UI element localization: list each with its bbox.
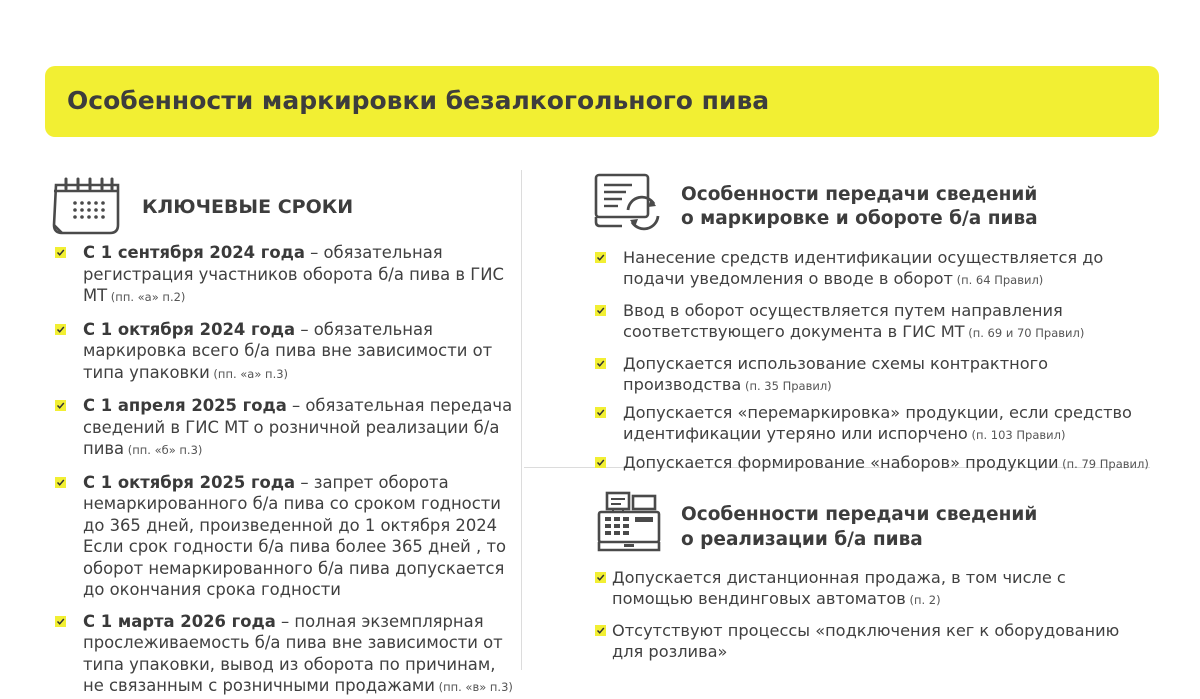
check-icon [55, 324, 66, 335]
list-item: Допускается дистанционная продажа, в том числе с помощью вендинговых автоматов (п. 2) [595, 567, 1150, 611]
right-top-title-line1: Особенности передачи сведений [681, 184, 1038, 205]
vertical-divider [521, 170, 522, 670]
right-bottom-title-line1: Особенности передачи сведений [681, 504, 1038, 525]
list-item: Ввод в оборот осуществляется путем направления соответствующего документа в ГИС МТ (п. 69 и 70 Правил) [595, 300, 1150, 344]
list-item: Отсутствуют процессы «подключения кег к оборудованию для розлива» [595, 620, 1150, 662]
list-item: Допускается формирование «наборов» продукции (п. 79 Правил) [595, 452, 1150, 475]
check-icon [595, 358, 606, 369]
transfer-features-list [595, 247, 1150, 475]
page-title: Особенности маркировки безалкогольного пива [67, 86, 770, 115]
check-icon [595, 457, 606, 468]
right-bottom-title-line2: о реализации б/а пива [681, 529, 923, 550]
check-icon [55, 247, 66, 258]
key-dates-list [55, 242, 515, 699]
list-item: Нанесение средств идентификации осуществляется до подачи уведомления о вводе в оборот (п. 64 Правил) [595, 247, 1150, 291]
calendar-icon [50, 175, 126, 241]
check-icon [55, 616, 66, 627]
list-item: С 1 октября 2024 года – обязательная маркировка всего б/а пива вне зависимости от типа упаковки (пп. «а» п.3) [55, 319, 515, 386]
check-icon [55, 400, 66, 411]
right-top-title-line2: о маркировке и обороте б/а пива [681, 208, 1038, 229]
list-item: С 1 сентября 2024 года – обязательная регистрация участников оборота б/а пива в ГИС МТ (пп. «а» п.2) [55, 242, 515, 309]
document-sync-icon [592, 172, 664, 238]
list-item: Допускается использование схемы контрактного производства (п. 35 Правил) [595, 353, 1150, 397]
header-banner [45, 66, 1159, 137]
list-item: С 1 апреля 2025 года – обязательная передача сведений в ГИС МТ о розничной реализации б/а пива (пп. «б» п.3) [55, 395, 515, 462]
check-icon [595, 572, 606, 583]
cash-register-icon [593, 490, 663, 560]
left-section-title: КЛЮЧЕВЫЕ СРОКИ [142, 196, 354, 218]
check-icon [595, 407, 606, 418]
check-icon [595, 252, 606, 263]
list-item: С 1 октября 2025 года – запрет оборота немаркированного б/а пива со сроком годности до 365 дней, произведенной до 1 октября 2024 Если срок годности б/а пива более 365 дней , то оборот немаркированного б/а пива допускается до окончания срока годности [55, 472, 515, 601]
check-icon [595, 305, 606, 316]
list-item: С 1 марта 2026 года – полная экземплярная прослеживаемость б/а пива вне зависимости от типа упаковки, вывод из оборота по причинам, не связанным с розничными продажами (пп. «в» п.3) [55, 611, 515, 699]
sales-features-list [595, 567, 1150, 662]
list-item: Допускается «перемаркировка» продукции, если средство идентификации утеряно или испорчено (п. 103 Правил) [595, 402, 1150, 446]
check-icon [55, 477, 66, 488]
check-icon [595, 625, 606, 636]
